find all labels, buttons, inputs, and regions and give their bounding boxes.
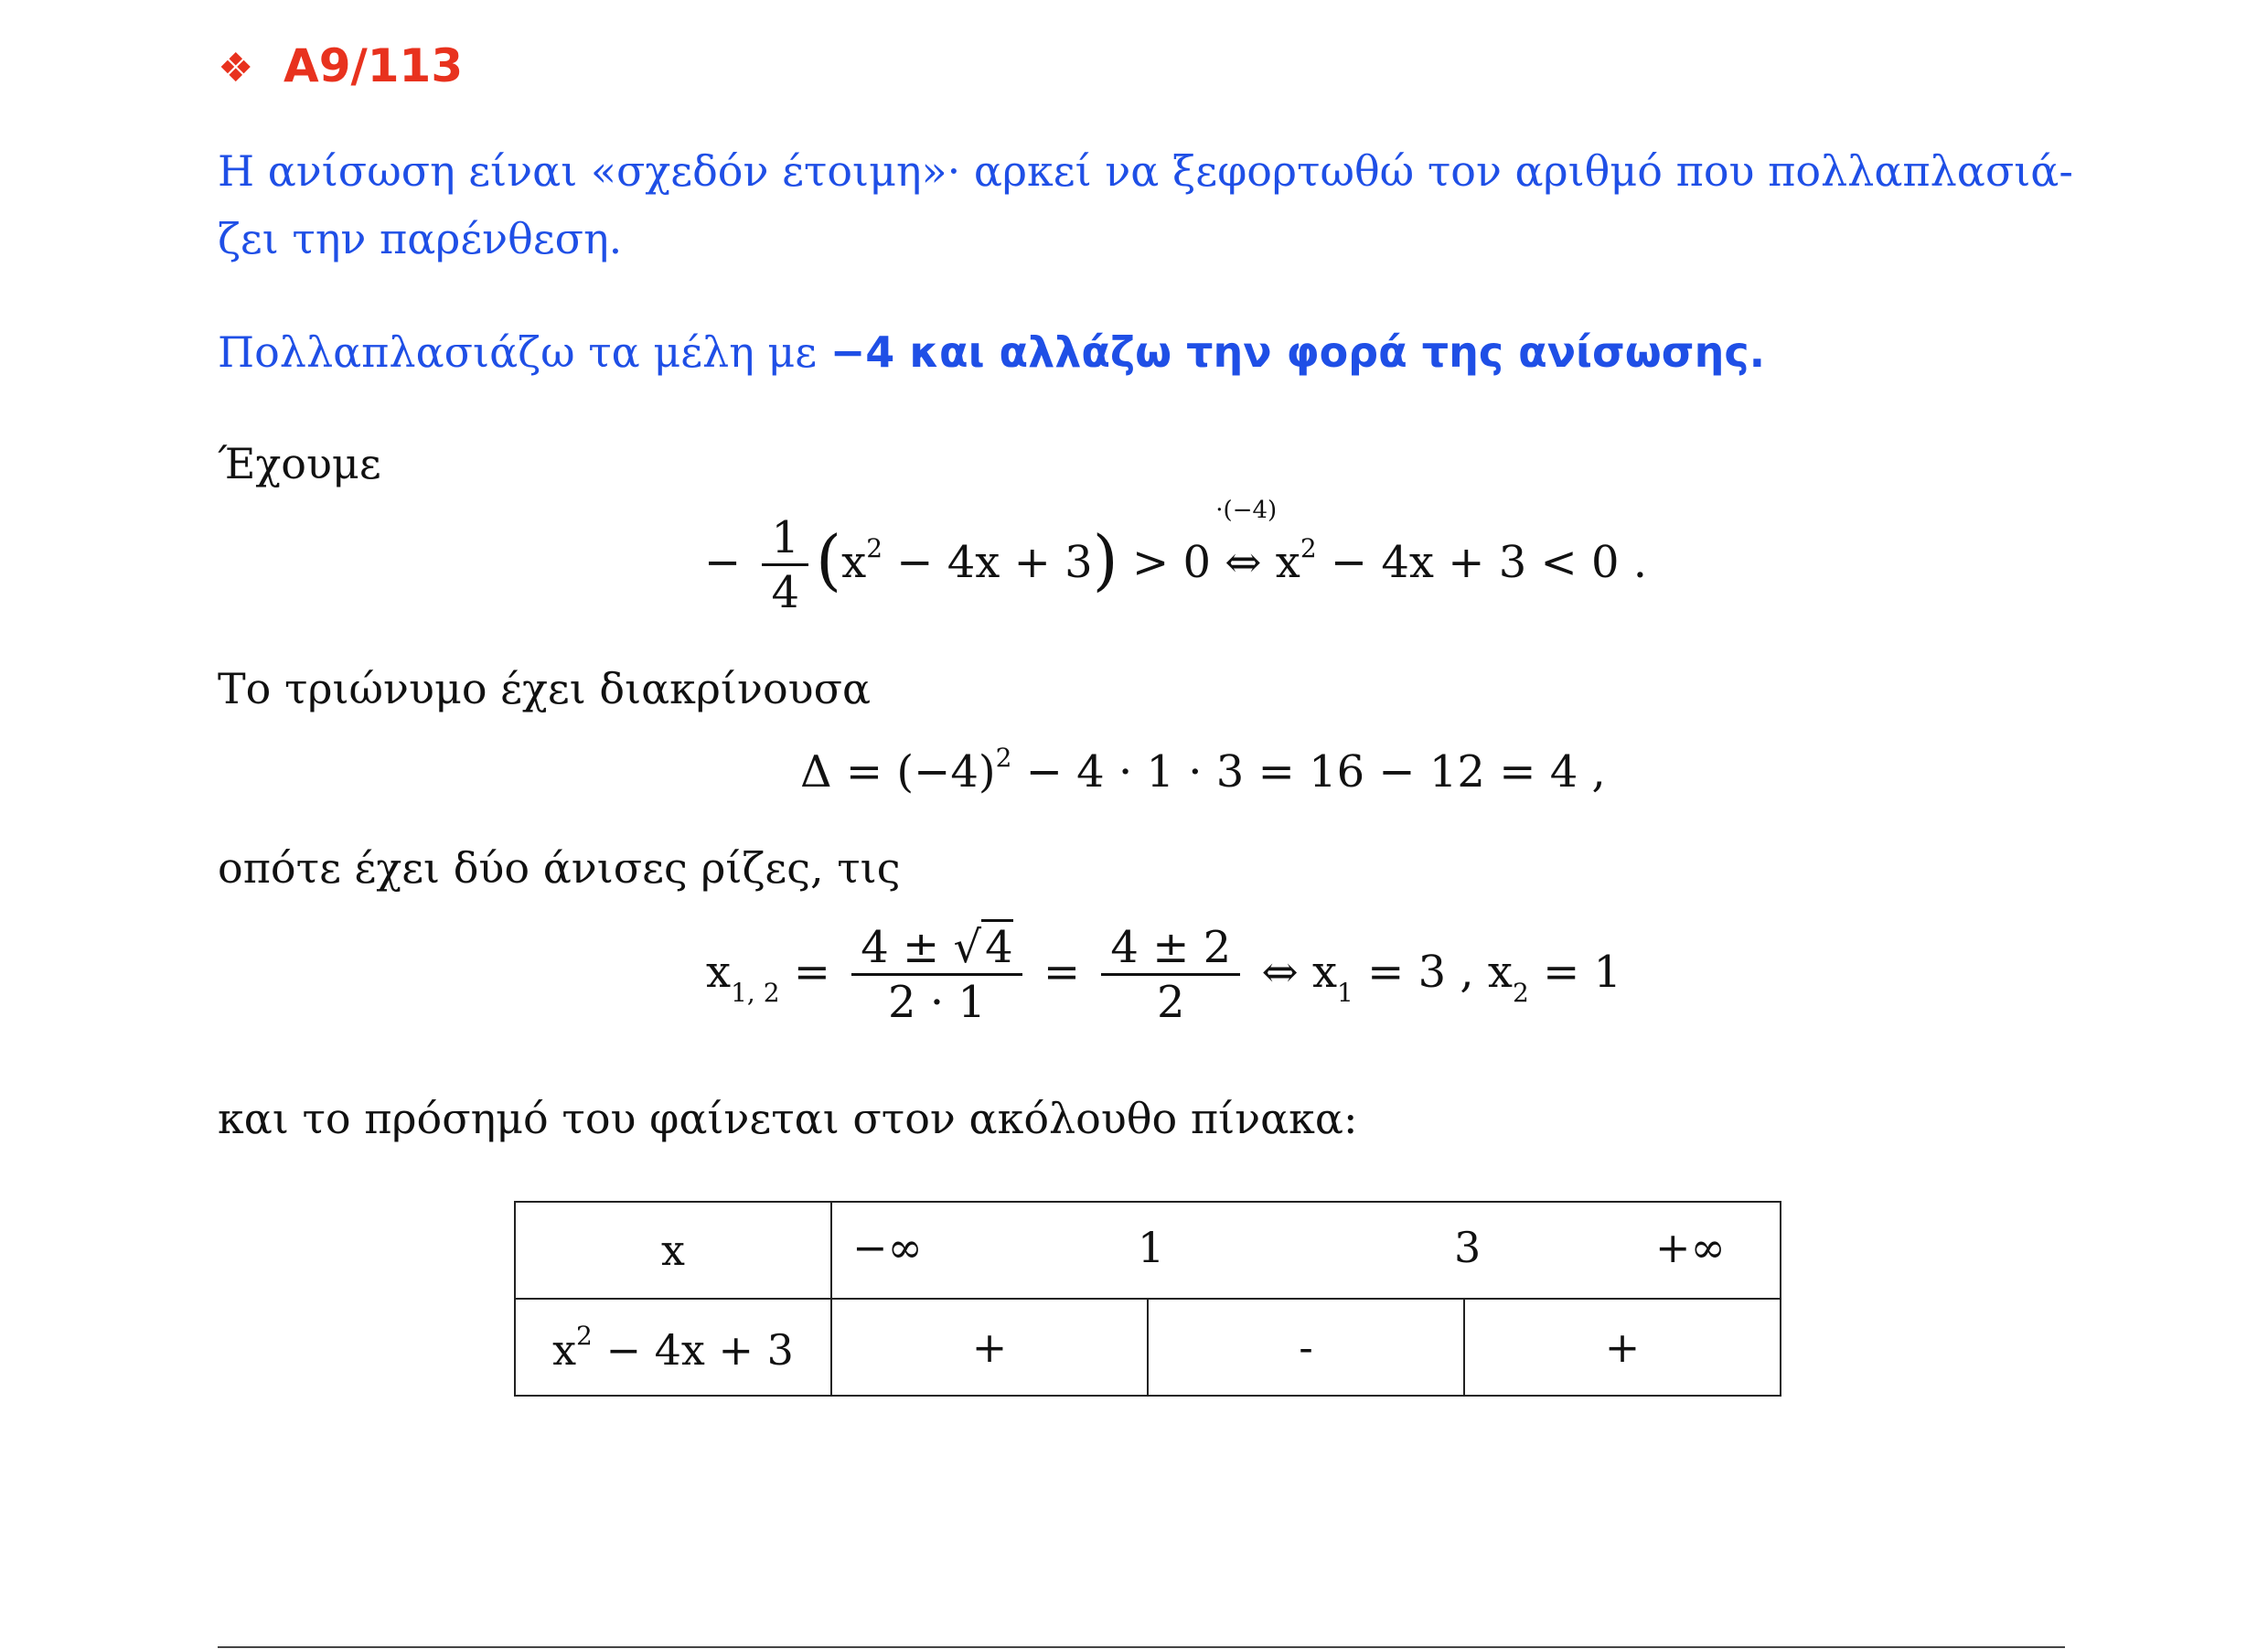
sign-table — [514, 1201, 1781, 1397]
eq3-f1-den: 2 · 1 — [888, 977, 986, 1028]
eq3-x2-val: = 1 — [1528, 947, 1622, 998]
eq3-sub1: 1 — [1337, 978, 1353, 1008]
eq2-lhs: Δ = (−4) — [800, 746, 996, 798]
eq1-rhs-x: x — [1261, 537, 1300, 588]
eq3-f2-den: 2 — [1157, 977, 1185, 1028]
eq1-rhs-exp: 2 — [1300, 533, 1317, 563]
eq1-gt0: > 0 — [1118, 537, 1225, 588]
eq1-rparen: ) — [1092, 521, 1118, 598]
eq3-sub2: 2 — [1512, 978, 1529, 1008]
eq1-x: x — [841, 537, 867, 588]
eq3-sqrt-arg: 4 — [981, 919, 1013, 973]
sign-table-head-trinomial — [515, 1299, 831, 1396]
eq3-fraction-2 — [1101, 922, 1240, 1029]
eq3-f2-num: 4 ± 2 — [1101, 922, 1240, 976]
eq1-frac-num: 1 — [762, 512, 808, 566]
heading-title: A9/113 — [284, 39, 464, 92]
eq1-frac-den: 4 — [771, 567, 800, 618]
roots-label: οπότε έχει δύο άνισες ρίζες, τις — [218, 843, 901, 893]
intro-line-2: ζει την παρένθεση. — [218, 214, 623, 263]
eq1-iff-with-label — [1215, 497, 1278, 588]
intro-line-1: Η ανίσωση είναι «σχεδόν έτοιμη»· αρκεί να ξεφορτωθώ τον αριθμό που πολλαπλασιά- — [218, 146, 2073, 196]
eq1-inner: − 4x + 3 — [883, 537, 1093, 588]
step-bold: και αλλάζω την φορά της ανίσωσης. — [894, 327, 1766, 377]
eq1-rhs-rest: − 4x + 3 < 0 . — [1316, 537, 1648, 588]
diamond-bullet-icon: ❖ — [218, 45, 254, 91]
point-3: 3 — [1454, 1223, 1482, 1272]
trinomial-exp: 2 — [576, 1320, 593, 1351]
sign-table-head-x: x — [515, 1202, 831, 1299]
eq3-x: x — [706, 947, 732, 998]
eq1-minus: − — [704, 537, 742, 588]
step-instruction — [218, 318, 1765, 386]
have-label: Έχουμε — [218, 439, 381, 488]
sign-table-row-trinomial — [515, 1299, 1781, 1396]
eq1-fraction — [762, 512, 808, 619]
step-plain: Πολλαπλασιάζω τα μέλη με — [218, 327, 830, 377]
eq3-eq2: = — [1029, 947, 1095, 998]
sign-cell-2: - — [1148, 1299, 1464, 1396]
equation-discriminant — [800, 743, 1606, 798]
sign-table-points-cell — [831, 1202, 1781, 1299]
point-1: 1 — [1138, 1223, 1165, 1272]
sign-cell-1: + — [831, 1299, 1148, 1396]
point-minus-infinity: −∞ — [852, 1223, 923, 1272]
sign-cell-3: + — [1464, 1299, 1781, 1396]
eq1-exp: 2 — [866, 533, 883, 563]
sign-table-row-x — [515, 1202, 1781, 1299]
footer-divider — [218, 1646, 2065, 1648]
eq3-iff: ⇔ — [1247, 947, 1312, 998]
trinomial-x: x — [552, 1324, 577, 1375]
table-label: και το πρόσημό του φαίνεται στον ακόλουθο πίνακα: — [218, 1094, 1358, 1143]
eq3-sub12: 1, 2 — [731, 978, 780, 1008]
eq3-eq: = — [779, 947, 845, 998]
eq3-f1-num — [851, 922, 1022, 976]
eq3-x1: x — [1311, 947, 1338, 998]
step-minus4: −4 — [829, 327, 895, 377]
eq3-f1-num-pre: 4 ± — [861, 922, 954, 973]
eq1-op-label: ·(−4) — [1215, 497, 1278, 524]
eq1-iff: ⇔ — [1225, 537, 1262, 588]
eq1-lparen: ( — [816, 521, 842, 598]
equation-inequality — [704, 497, 1648, 619]
section-heading — [218, 37, 463, 98]
eq2-rest: − 4 · 1 · 3 = 16 − 12 = 4 , — [1011, 746, 1606, 798]
discriminant-label: Το τριώνυμο έχει διακρίνουσα — [218, 664, 872, 713]
eq2-exp: 2 — [995, 743, 1012, 773]
trinomial-rest: − 4x + 3 — [592, 1324, 794, 1375]
eq3-fraction-1 — [851, 922, 1022, 1029]
sqrt-icon: √ — [953, 922, 982, 973]
eq3-x1-val: = 3 , — [1353, 947, 1488, 998]
eq3-x2: x — [1487, 947, 1513, 998]
equation-roots — [706, 922, 1621, 1029]
point-plus-infinity: +∞ — [1655, 1223, 1726, 1272]
